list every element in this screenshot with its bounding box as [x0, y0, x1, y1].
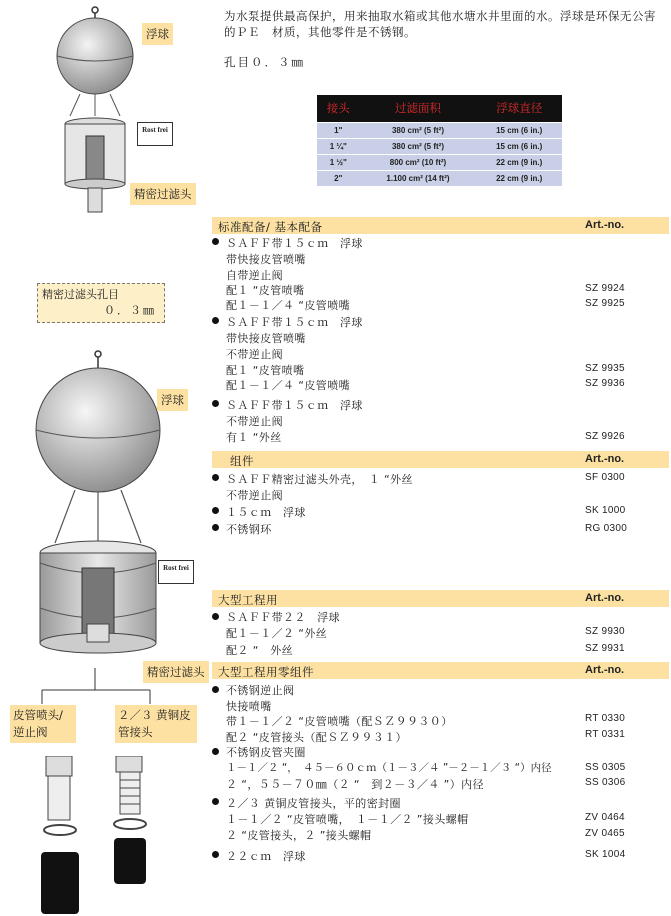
table-cell: 1.100 cm² (14 ft²) — [360, 170, 477, 186]
bullet — [212, 798, 219, 805]
list-item: 配１ “皮管喷嘴 — [226, 364, 305, 377]
list-item: 不带逆止阀 — [226, 348, 283, 361]
list-item: ２／３ 黄铜皮管接头，平的密封圈 — [226, 797, 401, 810]
table-cell: 800 cm² (10 ft²) — [360, 154, 477, 170]
mesh-note-line1: 精密过滤头孔目 — [42, 288, 119, 301]
label-float-top: 浮球 — [142, 23, 173, 45]
section-title: 标准配备/ 基本配备 — [218, 220, 323, 234]
article-code: SZ 9924 — [585, 283, 625, 294]
list-item: ＳＡＦＦ带２２ 浮球 — [226, 611, 340, 624]
spec-header-filter-area: 过滤面积 — [360, 95, 477, 122]
hose-nozzle-illustration — [38, 756, 82, 916]
intro-text: 为水泵提供最高保护，用来抽取水箱或其他水塘水井里面的水。浮球是环保无公害的ＰＥ 材质，其他零件是不锈钢。 — [224, 9, 656, 39]
article-code: SK 1004 — [585, 849, 626, 860]
mesh-note-line2: ０．３㎜ — [104, 304, 156, 317]
table-cell: 2" — [317, 170, 360, 186]
section-bar-standard — [212, 217, 669, 234]
bullet — [212, 400, 219, 407]
section-bar-components — [212, 451, 669, 468]
article-code: RT 0330 — [585, 713, 626, 724]
table-cell: 1" — [317, 122, 360, 138]
label-brass-connector: ２／３ 黄铜皮管接头 — [115, 705, 197, 743]
section-bar-large-parts — [212, 662, 669, 679]
article-code: RT 0331 — [585, 729, 626, 740]
article-code: SZ 9931 — [585, 643, 625, 654]
article-code: SZ 9925 — [585, 298, 625, 309]
table-cell: 22 cm (9 in.) — [476, 154, 562, 170]
article-code: ZV 0464 — [585, 812, 625, 823]
table-cell: 15 cm (6 in.) — [476, 138, 562, 154]
bullet — [212, 474, 219, 481]
section-title: 大型工程用零组件 — [218, 665, 314, 679]
table-row — [317, 122, 562, 138]
spec-header-float-diameter: 浮球直径 — [476, 95, 562, 122]
list-item: 配１ “皮管喷嘴 — [226, 284, 305, 297]
list-item: 配１－１／２ “外丝 — [226, 627, 328, 640]
list-item: 不锈钢环 — [226, 523, 272, 536]
bullet — [212, 748, 219, 755]
list-item: ＳＡＦＦ带１５ｃｍ 浮球 — [226, 316, 363, 329]
table-cell: 22 cm (9 in.) — [476, 170, 562, 186]
article-code: RG 0300 — [585, 523, 628, 534]
list-item: 不带逆止阀 — [226, 415, 283, 428]
mesh-size-text: 孔目０．３㎜ — [224, 55, 305, 69]
article-code: SZ 9935 — [585, 363, 625, 374]
list-item: 配２ “皮管接头（配ＳＺ９９３１） — [226, 731, 407, 744]
list-item: ２２ｃｍ 浮球 — [226, 850, 306, 863]
list-item: 快接喷嘴 — [226, 700, 272, 713]
rostfrei-logo-top: Rost frei — [137, 122, 173, 146]
brass-connector-illustration — [108, 756, 152, 886]
spec-table — [317, 95, 562, 186]
spec-header-connector: 接头 — [317, 95, 360, 122]
list-item: 有１ “外丝 — [226, 431, 282, 444]
art-no-header: Art.-no. — [585, 219, 625, 231]
table-cell: 380 cm² (5 ft²) — [360, 138, 477, 154]
section-title: 大型工程用 — [218, 593, 278, 607]
list-item: ＳＡＦＦ带１５ｃｍ 浮球 — [226, 237, 363, 250]
small-float-filter-illustration — [50, 4, 140, 219]
list-item: 不锈钢皮管夹圈 — [226, 746, 306, 759]
label-filter-top: 精密过滤头 — [130, 183, 196, 205]
list-item: 不锈钢逆止阀 — [226, 684, 295, 697]
table-cell: 1 ½" — [317, 154, 360, 170]
article-code: SZ 9926 — [585, 431, 625, 442]
art-no-header: Art.-no. — [585, 664, 625, 676]
list-item: ＳＡＦＦ精密过滤头外壳， １ “外丝 — [226, 473, 413, 486]
list-item: １－１／２ “， ４５－６０ｃｍ（１－３／４ ”－２－１／３ “）内径 — [226, 762, 552, 774]
mesh-note-box — [37, 283, 165, 323]
list-item: 不带逆止阀 — [226, 489, 283, 502]
list-item: １５ｃｍ 浮球 — [226, 506, 306, 519]
list-item: ２ “，５５－７０㎜（２ “ 到２－３／４ ”）内径 — [226, 778, 484, 791]
list-item: 带１－１／２ “皮管喷嘴（配ＳＺ９９３０） — [226, 715, 453, 728]
article-code: SZ 9936 — [585, 378, 625, 389]
table-row — [317, 154, 562, 170]
art-no-header: Art.-no. — [585, 592, 625, 604]
art-no-header: Art.-no. — [585, 453, 625, 465]
section-title: 组件 — [230, 454, 254, 468]
list-item: 配２ “ 外丝 — [226, 644, 293, 657]
list-item: 自带逆止阀 — [226, 269, 283, 282]
list-item: １－１／２ “皮管喷嘴， １－１／２ ”接头螺帽 — [226, 813, 469, 826]
article-code: SZ 9930 — [585, 626, 625, 637]
bullet — [212, 317, 219, 324]
bullet — [212, 686, 219, 693]
article-code: SK 1000 — [585, 505, 626, 516]
rostfrei-logo-mid: Rost frei — [158, 560, 194, 584]
list-item: 带快接皮管喷嘴 — [226, 253, 306, 266]
list-item: 配１－１／４ “皮管喷嘴 — [226, 299, 350, 312]
bullet — [212, 507, 219, 514]
section-bar-large-projects — [212, 590, 669, 607]
article-code: SF 0300 — [585, 472, 625, 483]
table-cell: 15 cm (6 in.) — [476, 122, 562, 138]
list-item: 配１－１／４ “皮管喷嘴 — [226, 379, 350, 392]
bullet — [212, 238, 219, 245]
list-item: 带快接皮管喷嘴 — [226, 332, 306, 345]
article-code: ZV 0465 — [585, 828, 625, 839]
label-hose-valve: 皮管喷头/逆止阀 — [10, 705, 76, 743]
bullet — [212, 851, 219, 858]
table-cell: 380 cm² (5 ft²) — [360, 122, 477, 138]
table-row — [317, 170, 562, 186]
bullet — [212, 524, 219, 531]
list-item: ２ “皮管接头，２ ”接头螺帽 — [226, 829, 372, 842]
connector-lines — [30, 668, 160, 708]
label-filter-mid: 精密过滤头 — [143, 661, 209, 683]
article-code: SS 0306 — [585, 777, 626, 788]
list-item: ＳＡＦＦ带１５ｃｍ 浮球 — [226, 399, 363, 412]
bullet — [212, 613, 219, 620]
table-cell: 1 ¼" — [317, 138, 360, 154]
article-code: SS 0305 — [585, 762, 626, 773]
table-row — [317, 138, 562, 154]
label-float-mid: 浮球 — [157, 389, 188, 411]
